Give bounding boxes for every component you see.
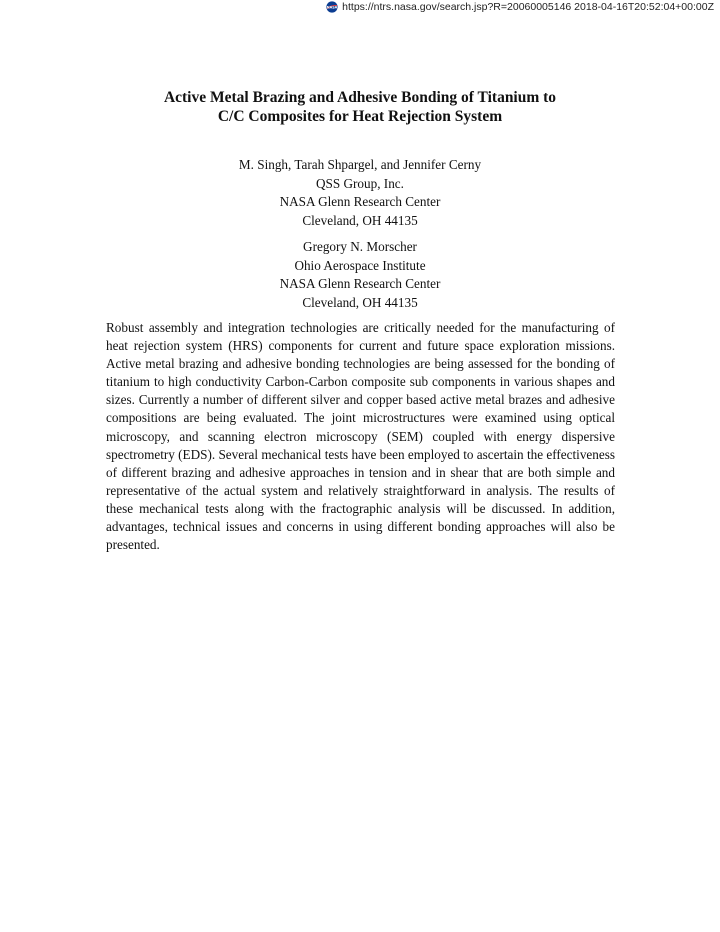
address: Cleveland, OH 44135 (302, 294, 418, 310)
nasa-meatball-icon (326, 1, 338, 13)
affiliation: QSS Group, Inc. (316, 175, 404, 191)
author-group-1 (0, 156, 720, 230)
source-stamp-text: https://ntrs.nasa.gov/search.jsp?R=20060005146 2018-04-16T20:52:04+00:00Z (342, 1, 714, 13)
source-stamp (326, 1, 714, 13)
address: Cleveland, OH 44135 (302, 212, 418, 228)
affiliation: NASA Glenn Research Center (279, 276, 441, 291)
abstract-paragraph: Robust assembly and integration technologies are critically needed for the manufacturing of heat rejection system (HRS) components for current and future space exploration missions. Active metal brazing and adhesive bonding technologies are being assessed for the bonding of titanium to high conductivity Carbon-Carbon composite sub components in various shapes and sizes. Currently a number of different silver and copper based active metal brazes and adhesive compositions are being evaluated. The joint microstructures were examined using optical microscopy, and scanning electron microscopy (SEM) coupled with energy dispersive spectrometry (EDS). Several mechanical tests have been employed to ascertain the effectiveness of different brazing and adhesive approaches in tension and in shear that are both simple and representative of the actual system and relatively straightforward in analysis. The results of these mechanical tests along with the fractographic analysis will be discussed. In addition, advantages, technical issues and concerns in using different bonding approaches will also be presented. (106, 320, 615, 553)
title-line: Active Metal Brazing and Adhesive Bonding of Titanium to (163, 89, 557, 106)
title-line: C/C Composites for Heat Rejection System (217, 108, 503, 125)
affiliation: NASA Glenn Research Center (279, 194, 441, 209)
author-names: M. Singh, Tarah Shpargel, and Jennifer Cerny (238, 157, 482, 172)
affiliation: Ohio Aerospace Institute (294, 257, 426, 273)
author-group-2 (0, 238, 720, 312)
svg-text:NASA: NASA (326, 5, 338, 10)
author-names: Gregory N. Morscher (303, 239, 417, 254)
paper-title (0, 88, 720, 126)
